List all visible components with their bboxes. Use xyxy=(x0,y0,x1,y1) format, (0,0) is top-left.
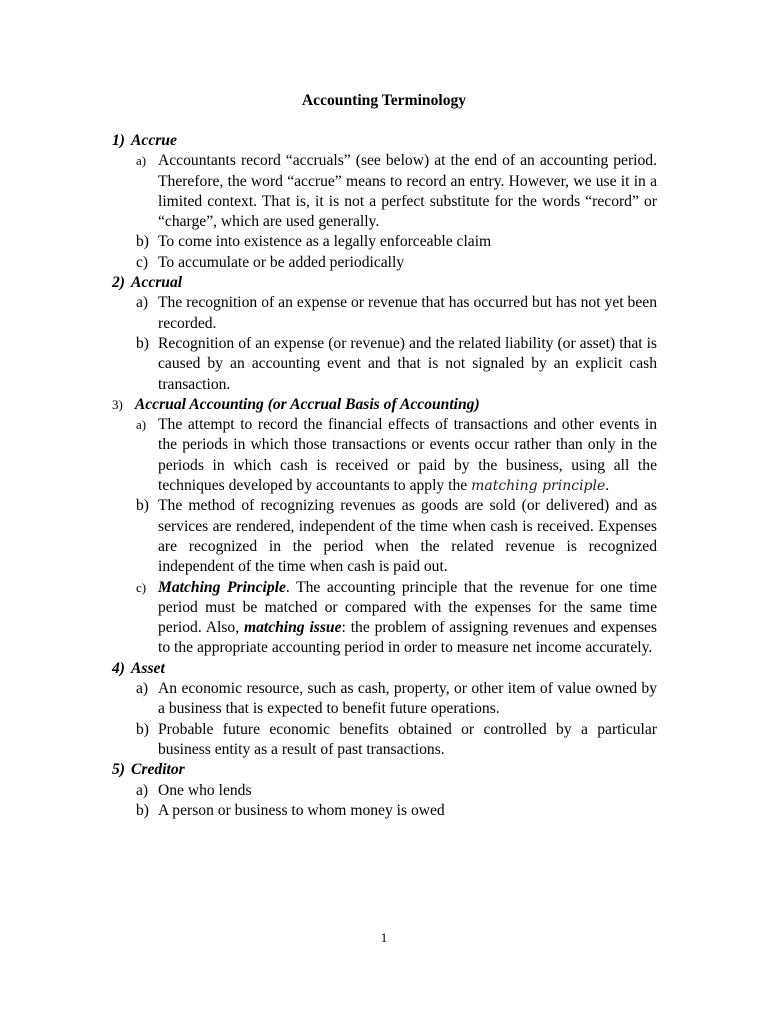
definition-item xyxy=(112,679,657,720)
term-name: Accrual xyxy=(131,274,183,292)
definition-list xyxy=(112,151,657,273)
term-number: 3) xyxy=(112,396,123,412)
definition-letter: a) xyxy=(136,781,149,799)
definition-text: A person or business to whom money is owed xyxy=(158,801,445,819)
term-heading xyxy=(112,395,657,415)
term-name: Accrue xyxy=(131,132,177,149)
term-heading xyxy=(112,760,657,780)
definition-letter: a) xyxy=(136,294,149,312)
document-title: Accounting Terminology xyxy=(301,92,467,109)
definition-item xyxy=(112,801,657,821)
definition-letter: c) xyxy=(136,253,149,271)
definition-item xyxy=(112,781,657,801)
definition-text: To come into existence as a legally enforceable claim xyxy=(158,233,492,251)
definition-text xyxy=(158,578,657,659)
definition-text: An economic resource, such as cash, property, or other item of value owned by a business that is expected to benefit future operations. xyxy=(158,680,657,718)
term-name: Asset xyxy=(131,659,165,677)
term-name: Accrual Accounting (or Accrual Basis of Accounting) xyxy=(134,395,480,413)
definition-item xyxy=(112,578,657,659)
matching-principle-term: matching principle xyxy=(471,478,606,495)
definition-text: Accountants record “accruals” (see below) at the end of an accounting period. Therefore, the word “accrue” means to record an entry. However, we use it in a limited context. That is, it is not a perfect substitute for the words “record” or “charge”, which are used generally. xyxy=(158,152,657,231)
definition-letter: b) xyxy=(136,233,149,251)
term-name: Creditor xyxy=(131,761,185,779)
term-number: 1) xyxy=(112,132,125,149)
definition-item xyxy=(112,720,657,761)
term-accrue xyxy=(112,131,657,273)
definition-list xyxy=(112,781,657,822)
definition-text: To accumulate or be added periodically xyxy=(158,253,405,271)
definition-item xyxy=(112,293,657,334)
definition-list xyxy=(112,679,657,760)
definition-item xyxy=(112,334,657,395)
definition-list xyxy=(112,293,657,394)
definition-text-part: The attempt to record the financial effects of transactions and other events in the periods in which those transactions or events occur rather than only in the periods in which cash is received or paid by the business, using all the techniques developed by accountants to apply the xyxy=(158,416,657,495)
definition-text xyxy=(158,415,657,496)
definition-list xyxy=(112,415,657,659)
definition-text: Recognition of an expense (or revenue) and the related liability (or asset) that is caused by an accounting event and that is not signaled by an explicit cash transaction. xyxy=(158,334,657,393)
definition-item xyxy=(112,415,657,496)
definition-letter: b) xyxy=(136,801,149,819)
term-heading xyxy=(112,273,657,293)
term-number: 4) xyxy=(112,659,125,677)
definition-text-part: . The accounting principle that the revenue for one time period must be matched or compared with the expenses for the same time period. Also, xyxy=(158,578,657,637)
term-accrual xyxy=(112,273,657,395)
term-creditor xyxy=(112,760,657,821)
definition-item xyxy=(112,496,657,577)
definition-item xyxy=(112,151,657,232)
definition-letter: b) xyxy=(136,497,149,515)
definition-text-part: . xyxy=(605,477,610,495)
definition-letter: a) xyxy=(136,153,147,169)
term-number: 2) xyxy=(112,274,125,292)
definition-item xyxy=(112,253,657,273)
term-heading xyxy=(112,131,657,151)
definition-text: One who lends xyxy=(158,781,252,799)
term-accrual-accounting xyxy=(112,395,657,659)
definition-text-part: : the problem of assigning revenues and expenses to the appropriate accounting period in order to measure net income accurately. xyxy=(158,619,657,657)
definition-text: The method of recognizing revenues as goods are sold (or delivered) and as services are rendered, independent of the time when cash is received. Expenses are recognized in the period when the related revenue is recognized independent of the time when cash is paid out. xyxy=(158,497,657,576)
term-asset xyxy=(112,659,657,760)
page-number: 1 xyxy=(380,930,388,945)
matching-principle-label: Matching Principle xyxy=(158,578,286,596)
definition-text: The recognition of an expense or revenue that has occurred but has not yet been recorded. xyxy=(158,294,657,332)
term-heading xyxy=(112,659,657,679)
definition-letter: b) xyxy=(136,334,149,352)
matching-issue-label: matching issue xyxy=(243,619,342,637)
definition-letter: a) xyxy=(136,417,147,433)
definition-item xyxy=(112,232,657,252)
definition-text: Probable future economic benefits obtained or controlled by a particular business entity as a result of past transactions. xyxy=(158,720,657,758)
definition-letter: c) xyxy=(136,579,147,595)
definition-letter: b) xyxy=(136,720,149,738)
definition-letter: a) xyxy=(136,680,149,698)
term-number: 5) xyxy=(112,761,125,779)
terms-list xyxy=(112,131,657,821)
